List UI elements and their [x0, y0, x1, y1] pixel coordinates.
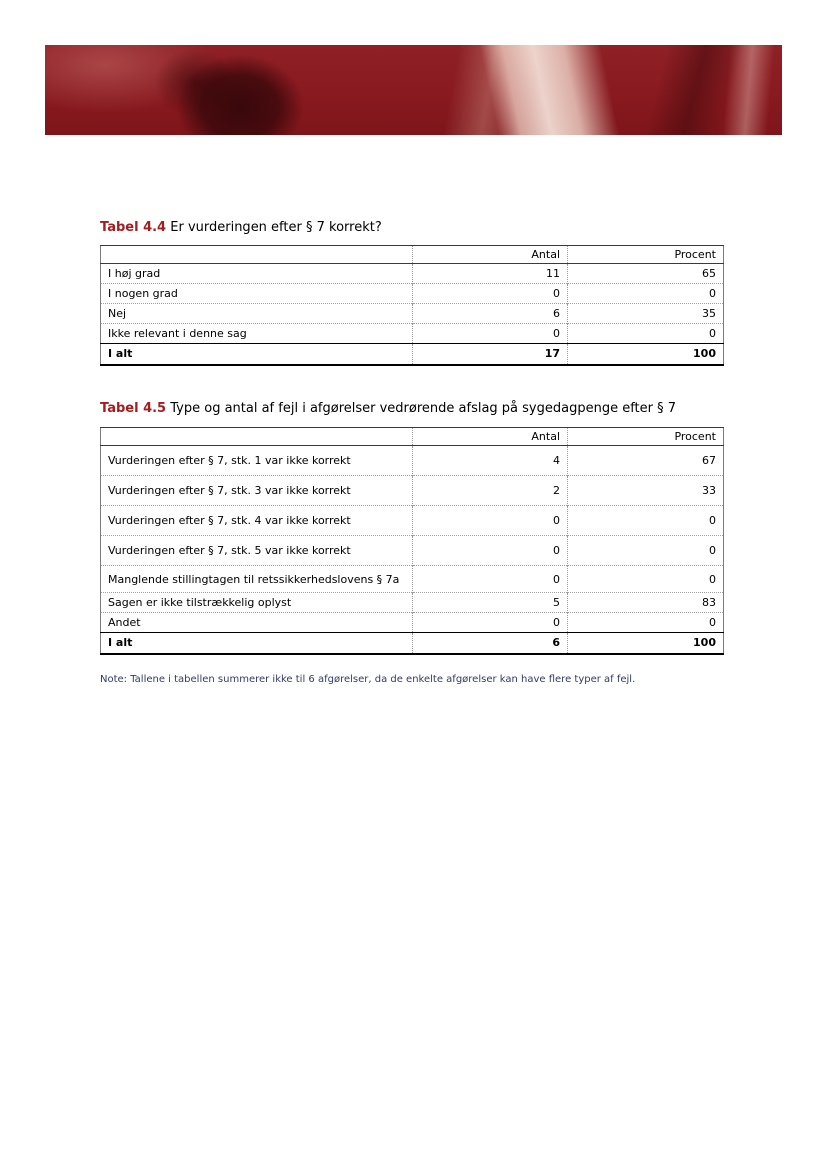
cell-procent: 0 [568, 324, 724, 344]
table45-caption-text: Type og antal af fejl i afgørelser vedrørende afslag på sygedagpenge efter § 7 [170, 401, 677, 416]
column-header-antal: Antal [413, 246, 568, 264]
table-row [101, 264, 724, 284]
table45-header-row [101, 428, 724, 446]
cell-procent: 0 [568, 506, 724, 536]
table45-caption-label: Tabel 4.5 [100, 401, 167, 416]
table44-header-row [101, 246, 724, 264]
table-row [101, 536, 724, 566]
table44-caption-text: Er vurderingen efter § 7 korrekt? [170, 220, 382, 235]
total-row [101, 633, 724, 654]
table-row [101, 506, 724, 536]
table-row [101, 446, 724, 476]
table-row [101, 613, 724, 633]
row-label: I høj grad [101, 264, 413, 284]
cell-antal: 0 [413, 566, 568, 593]
column-header-procent: Procent [568, 428, 724, 446]
cell-procent: 83 [568, 593, 724, 613]
table-row [101, 566, 724, 593]
table-row [101, 476, 724, 506]
table-row [101, 324, 724, 344]
column-header-procent: Procent [568, 246, 724, 264]
column-header-empty [101, 246, 413, 264]
column-header-empty [101, 428, 413, 446]
column-header-antal: Antal [413, 428, 568, 446]
row-label: Ikke relevant i denne sag [101, 324, 413, 344]
total-antal: 6 [413, 633, 568, 654]
total-label: I alt [101, 633, 413, 654]
table-row [101, 304, 724, 324]
total-procent: 100 [568, 633, 724, 654]
row-label: Vurderingen efter § 7, stk. 5 var ikke korrekt [101, 536, 413, 566]
row-label: Manglende stillingtagen til retssikkerhedslovens § 7a [101, 566, 413, 593]
cell-procent: 0 [568, 284, 724, 304]
cell-antal: 6 [413, 304, 568, 324]
cell-antal: 11 [413, 264, 568, 284]
row-label: Andet [101, 613, 413, 633]
data-table-45 [100, 427, 724, 655]
cell-procent: 65 [568, 264, 724, 284]
row-label: I nogen grad [101, 284, 413, 304]
total-antal: 17 [413, 344, 568, 365]
cell-antal: 0 [413, 506, 568, 536]
table-row [101, 284, 724, 304]
cell-procent: 33 [568, 476, 724, 506]
note-text: Note: Tallene i tabellen summerer ikke til 6 afgørelser, da de enkelte afgørelser kan have flere typer af fejl. [100, 674, 636, 685]
row-label: Nej [101, 304, 413, 324]
cell-procent: 67 [568, 446, 724, 476]
cell-antal: 0 [413, 536, 568, 566]
row-label: Vurderingen efter § 7, stk. 4 var ikke korrekt [101, 506, 413, 536]
header-banner-image [45, 45, 782, 135]
table45 [100, 427, 724, 655]
cell-procent: 0 [568, 566, 724, 593]
table45-caption [100, 401, 676, 416]
total-procent: 100 [568, 344, 724, 365]
cell-antal: 0 [413, 613, 568, 633]
table44-caption [100, 220, 382, 235]
row-label: Sagen er ikke tilstrækkelig oplyst [101, 593, 413, 613]
row-label: Vurderingen efter § 7, stk. 1 var ikke korrekt [101, 446, 413, 476]
table44 [100, 245, 724, 366]
cell-antal: 5 [413, 593, 568, 613]
total-label: I alt [101, 344, 413, 365]
total-row [101, 344, 724, 365]
cell-procent: 35 [568, 304, 724, 324]
row-label: Vurderingen efter § 7, stk. 3 var ikke korrekt [101, 476, 413, 506]
cell-procent: 0 [568, 536, 724, 566]
cell-antal: 2 [413, 476, 568, 506]
table-row [101, 593, 724, 613]
cell-antal: 4 [413, 446, 568, 476]
cell-antal: 0 [413, 284, 568, 304]
data-table-44 [100, 245, 724, 366]
cell-antal: 0 [413, 324, 568, 344]
cell-procent: 0 [568, 613, 724, 633]
table44-caption-label: Tabel 4.4 [100, 220, 167, 235]
